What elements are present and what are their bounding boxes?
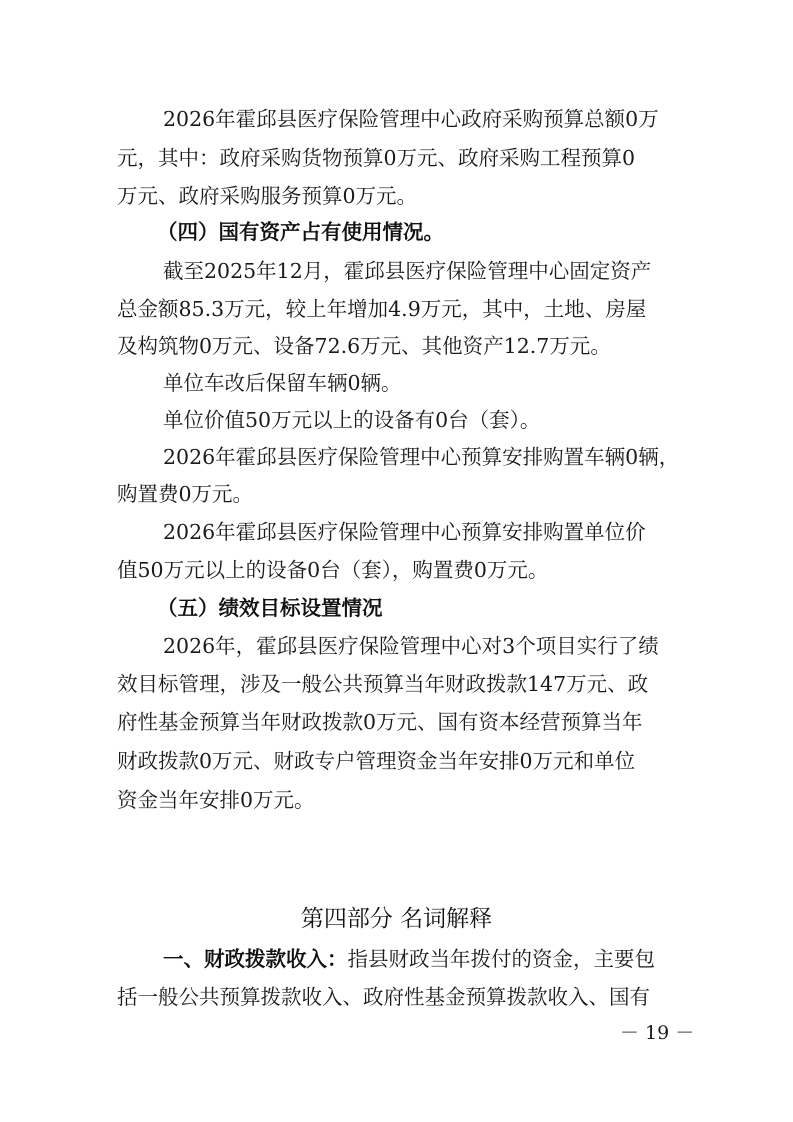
definition-text: 指县财政当年拨付的资金，主要包 (347, 947, 655, 971)
section-heading-performance: （五）绩效目标设置情况 (157, 596, 383, 620)
paragraph-line: 及构筑物0万元、设备72.6万元、其他资产12.7万元。 (117, 334, 611, 358)
paragraph-line: 单位价值50万元以上的设备有0台（套）。 (163, 408, 541, 432)
paragraph-line: 2026年霍邱县医疗保险管理中心预算安排购置车辆0辆， (163, 445, 680, 469)
definition-line (163, 946, 655, 972)
definition-term: 一、财政拨款收入： (163, 947, 348, 971)
paragraph-line: 资金当年安排0万元。 (117, 788, 315, 812)
paragraph-line: 单位车改后保留车辆0辆。 (163, 371, 402, 395)
section-heading-assets: （四）国有资产占有使用情况。 (157, 220, 444, 244)
paragraph-line: 2026年，霍邱县医疗保险管理中心对3个项目实行了绩 (163, 634, 659, 658)
page-number: － 19 － (620, 1022, 695, 1044)
part-heading: 第四部分 名词解释 (300, 906, 493, 932)
paragraph-line: 截至2025年12月，霍邱县医疗保险管理中心固定资产 (163, 259, 652, 283)
paragraph-line: 购置费0万元。 (117, 482, 254, 506)
paragraph-line: 值50万元以上的设备0台（套），购置费0万元。 (117, 558, 549, 582)
paragraph-line: 2026年霍邱县医疗保险管理中心预算安排购置单位价 (163, 520, 646, 544)
paragraph-line: 元，其中：政府采购货物预算0万元、政府采购工程预算0 (117, 146, 636, 170)
paragraph-line: 2026年霍邱县医疗保险管理中心政府采购预算总额0万 (163, 107, 659, 131)
definition-line: 括一般公共预算拨款收入、政府性基金预算拨款收入、国有 (117, 985, 650, 1009)
paragraph-line: 总金额85.3万元，较上年增加4.9万元，其中，土地、房屋 (117, 297, 647, 321)
paragraph-line: 府性基金预算当年财政拨款0万元、国有资本经营预算当年 (117, 710, 643, 734)
paragraph-line: 万元、政府采购服务预算0万元。 (117, 184, 418, 208)
paragraph-line: 效目标管理，涉及一般公共预算当年财政拨款147万元、政 (117, 672, 649, 696)
paragraph-line: 财政拨款0万元、财政专户管理资金当年安排0万元和单位 (117, 749, 636, 773)
